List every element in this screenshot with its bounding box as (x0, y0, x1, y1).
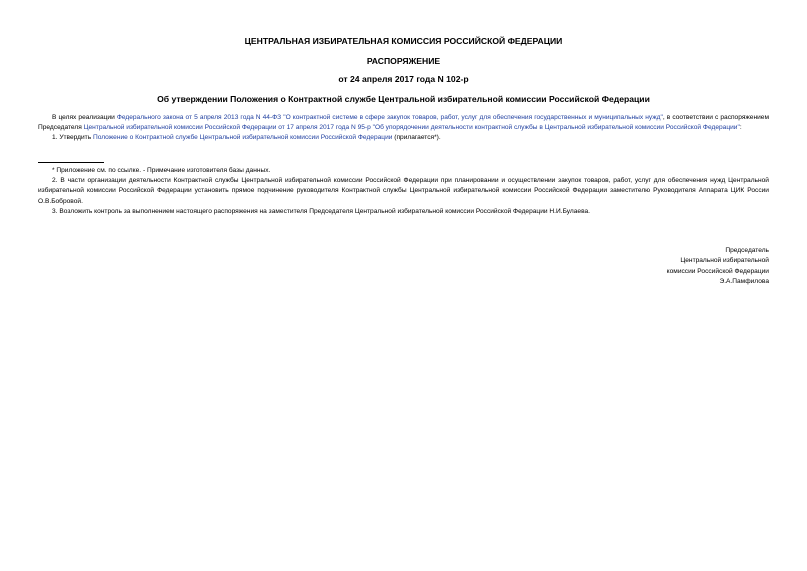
order-95-link[interactable]: Центральной избирательной комиссии Российской Федерации от 17 апреля 2017 года N 95-р "Об упорядочении деятельности контрактной службы в Центральной избирательной комиссии Российской Федерации" (83, 124, 740, 132)
preamble-text-1: В целях реализации (52, 114, 117, 121)
signature-org-line-2: комиссии Российской Федерации (666, 267, 769, 275)
preamble-text-2: , в соответствии с распоряжением Председателя (38, 114, 769, 132)
item-2-paragraph: 2. В части организации деятельности Контрактной службы Центральной избирательной комиссии Российской Федерации при планировании и осуществлении закупок товаров, работ, услуг для обеспечения нужд Центральной избирательной комиссии Российской Федерации установить прямое подчинение руководителя Контрактной службы Центральной избирательной комиссии Российской Федерации заместителю Руководителя Аппарата ЦИК России О.В.Бобровой. (38, 177, 769, 205)
item-1-paragraph (38, 133, 769, 143)
footnote-divider (38, 162, 104, 163)
document-date-number: от 24 апреля 2017 года N 102-р (338, 74, 469, 84)
signature-block (667, 246, 769, 287)
signature-position: Председатель (725, 247, 769, 254)
document-body-bottom (38, 166, 769, 217)
document-body-top (38, 113, 769, 144)
item-1-text-2: (прилагается*). (392, 134, 441, 142)
regulation-link[interactable]: Положение о Контрактной службе Центральной избирательной комиссии Российской Федерации (92, 134, 393, 142)
item-1-text-1: 1. Утвердить (52, 134, 93, 142)
document-type-heading: РАСПОРЯЖЕНИЕ (366, 56, 441, 66)
federal-law-link[interactable]: Федерального закона от 5 апреля 2013 года N 44-ФЗ "О контрактной системе в сфере закупок товаров, работ, услуг для обеспечения государственных и муниципальных нужд" (116, 114, 663, 121)
item-3-paragraph: 3. Возложить контроль за выполнением настоящего распоряжения на заместителя Председателя Центральной избирательной комиссии Российской Федерации Н.И.Булаева. (52, 207, 591, 215)
preamble-text-3: : (739, 124, 742, 132)
preamble-paragraph (38, 113, 769, 133)
document-title: Об утверждении Положения о Контрактной службе Центральной избирательной комиссии Российской Федерации (157, 94, 650, 104)
organization-heading: ЦЕНТРАЛЬНАЯ ИЗБИРАТЕЛЬНАЯ КОМИССИЯ РОССИЙСКОЙ ФЕДЕРАЦИИ (244, 36, 563, 46)
footnote-text: * Приложение см. по ссылке. - Примечание изготовителя базы данных. (52, 167, 271, 174)
signature-name: Э.А.Памфилова (719, 277, 769, 285)
signature-org-line-1: Центральной избирательной (680, 257, 769, 265)
